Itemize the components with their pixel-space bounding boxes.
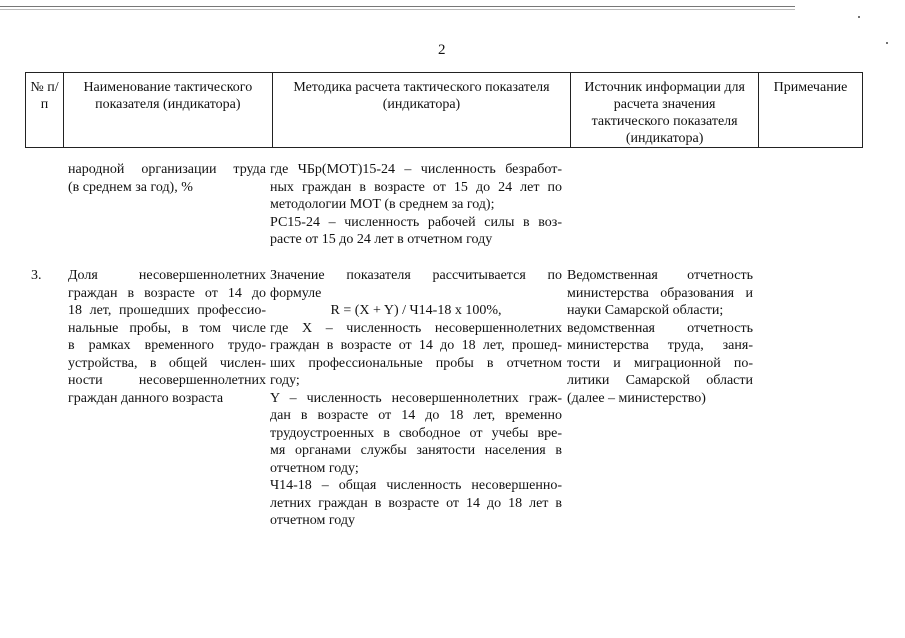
text-line: году; (270, 373, 300, 388)
text-line: Значение показателя рассчитывается по (270, 268, 562, 283)
text-line: (далее – министерство) (567, 390, 706, 406)
text-line: ности несовершеннолетних (68, 373, 266, 388)
header-num: № п/п (26, 73, 64, 148)
text-line: в рамках временного трудо- (68, 338, 266, 353)
top-scan-rule (0, 6, 795, 7)
text-line: науки Самарской области; (567, 303, 724, 318)
text-line: Доля несовершеннолетних (68, 268, 266, 283)
text-line: ших профессиональные пробы в отчетном (270, 355, 562, 371)
cont-method-cell (270, 161, 562, 249)
text-line: где X – численность несовершеннолетних (270, 320, 562, 336)
text-line: методологии МОТ (в среднем за год); (270, 197, 495, 212)
text-line: 18 лет, прошедших профессио- (68, 303, 266, 318)
scan-speck (858, 16, 860, 18)
header-source: Источник информации для расчета значения тактического показателя (индикатора) (571, 73, 759, 148)
row3-method-cell (270, 267, 562, 530)
text-line: ведомственная отчетность (567, 320, 753, 336)
scan-speck (886, 42, 888, 44)
row3-number: 3. (31, 268, 42, 283)
text-line: расте от 15 до 24 лет в отчетном году (270, 232, 493, 247)
text-line: граждан в возрасте от 14 до 18 лет, прошед- (270, 338, 562, 353)
page-number: 2 (438, 42, 446, 58)
cont-name-cell (68, 161, 266, 196)
text-line: народной организации труда (68, 162, 266, 177)
row3-source-cell (567, 267, 753, 407)
row3-name-cell (68, 267, 266, 407)
text-line: формуле (270, 285, 322, 301)
text-line: мя органами службы занятости населения в (270, 443, 562, 458)
table-header (25, 72, 863, 148)
text-line: Y – численность несовершеннолетних граж- (270, 390, 562, 406)
header-note: Примечание (759, 73, 863, 148)
text-line: министерства образования и (567, 285, 753, 301)
text-line: ных граждан в возрасте от 15 до 24 лет по (270, 179, 562, 195)
text-line: отчетном году; (270, 460, 359, 476)
text-line: отчетном году (270, 513, 356, 528)
header-name: Наименование тактического показателя (индикатора) (63, 73, 272, 148)
top-scan-rule-secondary (0, 9, 795, 10)
text-line: граждан в возрасте от 14 до (68, 285, 266, 301)
text-line: Ведомственная отчетность (567, 268, 753, 283)
text-line: трудоустроенных в свободное от учебы вре- (270, 425, 562, 441)
text-line: устройства, в общей числен- (68, 355, 266, 371)
text-line: дан в возрасте от 14 до 18 лет, временно (270, 408, 562, 423)
text-line: тости и миграционной по- (567, 355, 753, 371)
text-line: летних граждан в возрасте от 14 до 18 лет в (270, 495, 562, 511)
text-line: (в среднем за год), % (68, 179, 193, 195)
text-line: Ч14-18 – общая численность несовершенно- (270, 478, 562, 493)
text-line: министерства труда, заня- (567, 338, 753, 353)
text-line: РС15-24 – численность рабочей силы в воз- (270, 214, 562, 230)
formula: R = (X + Y) / Ч14-18 x 100%, (330, 303, 502, 318)
text-line: где ЧБр(МОТ)15-24 – численность безработ- (270, 162, 562, 177)
text-line: литики Самарской области (567, 373, 753, 388)
text-line: нальные пробы, в том числе (68, 320, 266, 336)
text-line: граждан данного возраста (68, 390, 224, 406)
header-method: Методика расчета тактического показателя (индикатора) (272, 73, 571, 148)
